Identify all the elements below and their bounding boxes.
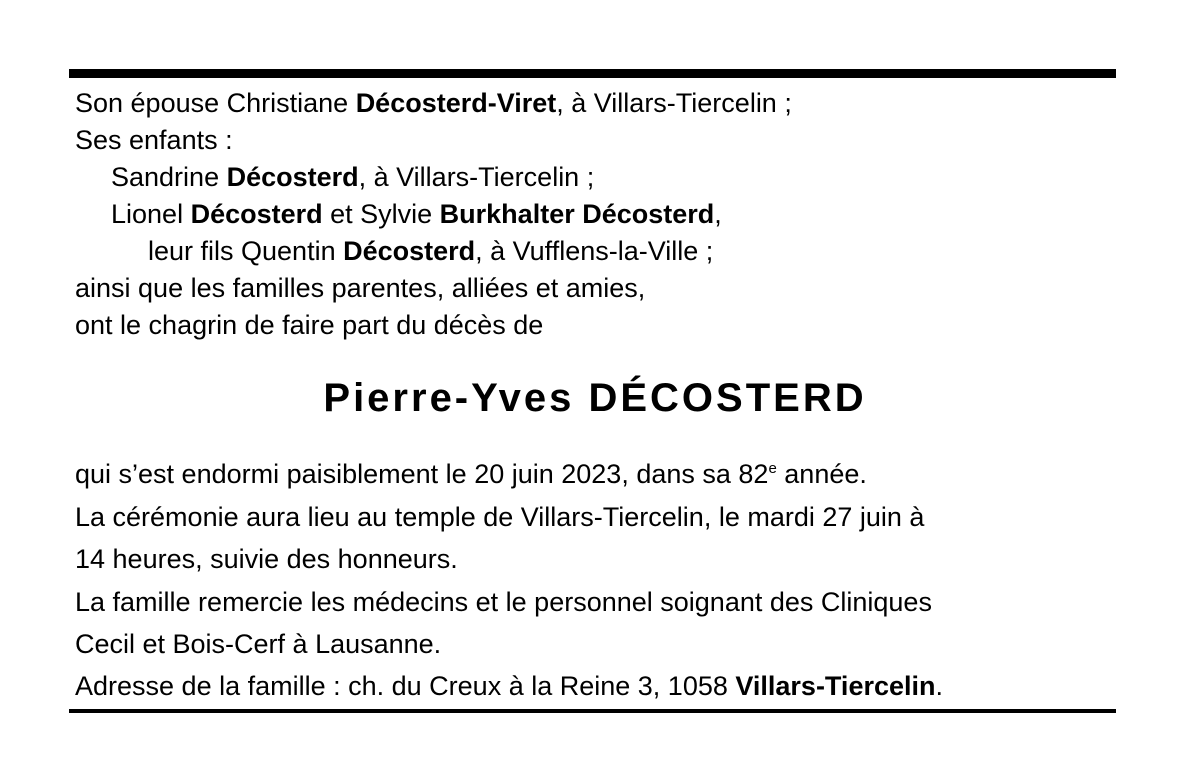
child-sandrine-line — [111, 161, 594, 193]
child-name: Sandrine — [111, 162, 227, 192]
ceremony-line-2: 14 heures, suivie des honneurs. — [75, 544, 458, 574]
grandchild-name: leur fils Quentin — [148, 236, 344, 266]
partner-surname: Burkhalter Décosterd — [439, 199, 715, 229]
grandchild-line — [148, 235, 713, 267]
top-rule — [69, 69, 1116, 78]
partner-name: et Sylvie — [322, 199, 440, 229]
child-surname: Décosterd — [190, 199, 323, 229]
children-heading: Ses enfants : — [75, 125, 233, 155]
child-location: , à Villars-Tiercelin ; — [358, 162, 595, 192]
spouse-line — [75, 87, 792, 119]
passing-line — [75, 458, 867, 490]
announcement-line: ont le chagrin de faire part du décès de — [75, 310, 544, 340]
relatives-line: ainsi que les familles parentes, alliées et amies, — [75, 273, 646, 303]
child-name: Lionel — [111, 199, 191, 229]
spouse-text: Son épouse Christiane — [75, 88, 356, 118]
address-town: Villars-Tiercelin — [735, 671, 936, 701]
punctuation: , — [714, 199, 722, 229]
child-surname: Décosterd — [226, 162, 359, 192]
grandchild-location: , à Vufflens-la-Ville ; — [475, 236, 714, 266]
address-line — [75, 670, 943, 702]
ceremony-line-1: La cérémonie aura lieu au temple de Villars-Tiercelin, le mardi 27 juin à — [75, 502, 925, 532]
passing-text: qui s’est endormi paisiblement le 20 juin 2023, dans sa 82 — [75, 459, 769, 489]
ordinal-suffix: e — [768, 460, 777, 477]
deceased-name: Pierre-Yves DÉCOSTERD — [323, 376, 867, 420]
child-lionel-line — [111, 198, 722, 230]
thanks-line-1: La famille remercie les médecins et le personnel soignant des Cliniques — [75, 587, 932, 617]
spouse-surname: Décosterd-Viret — [355, 88, 557, 118]
passing-text-end: année. — [776, 459, 867, 489]
grandchild-surname: Décosterd — [343, 236, 476, 266]
punctuation: . — [935, 671, 944, 701]
spouse-location: , à Villars-Tiercelin ; — [556, 88, 792, 118]
bottom-rule — [69, 709, 1116, 713]
thanks-line-2: Cecil et Bois-Cerf à Lausanne. — [75, 629, 442, 659]
address-text: Adresse de la famille : ch. du Creux à la Reine 3, 1058 — [75, 671, 736, 701]
